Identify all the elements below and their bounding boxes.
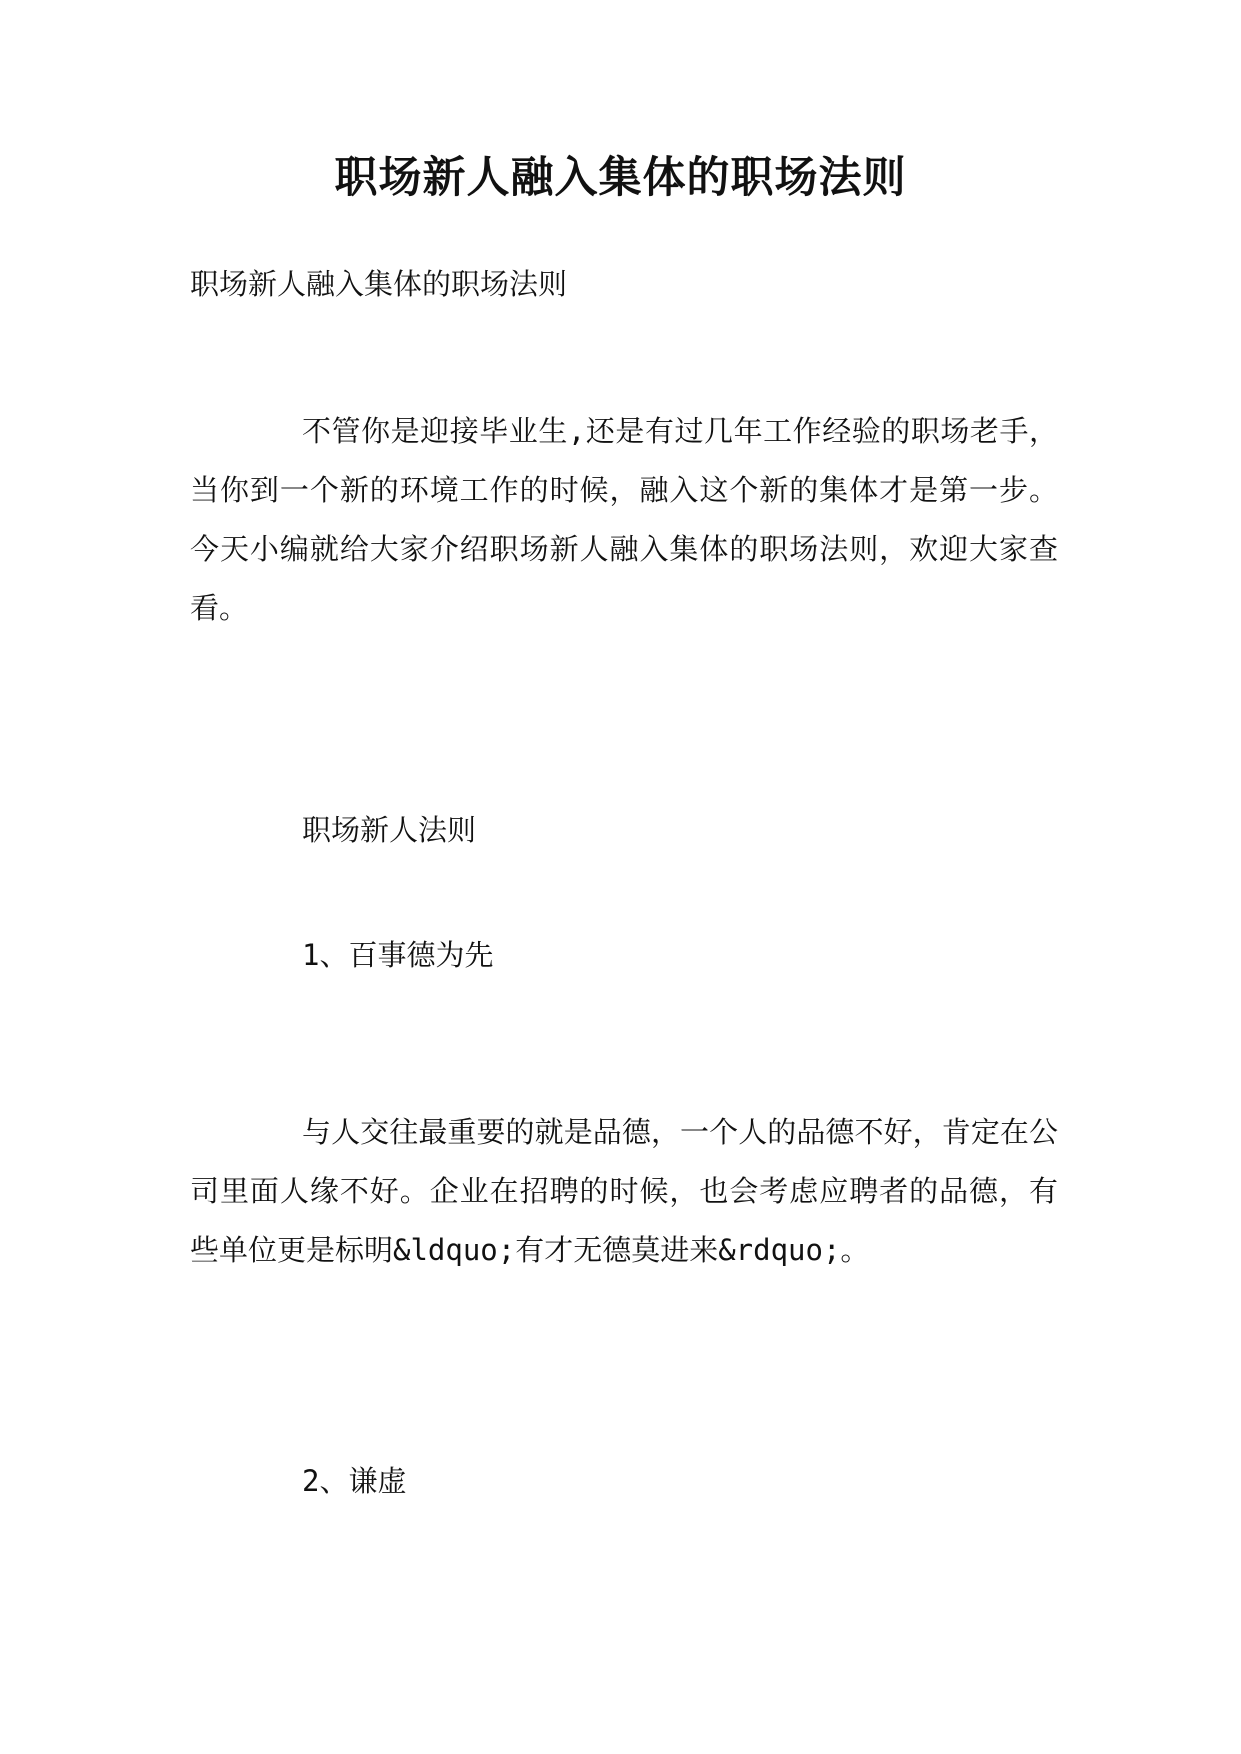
document-subtitle: 职场新人融入集体的职场法则 bbox=[190, 267, 568, 301]
rule-heading-1: 1、百事德为先 bbox=[302, 938, 494, 972]
section-heading: 职场新人法则 bbox=[302, 813, 477, 847]
intro-paragraph: 不管你是迎接毕业生,还是有过几年工作经验的职场老手，当你到一个新的环境工作的时候，融入这个新的集体才是第一步。今天小编就给大家介绍职场新人融入集体的职场法则，欢迎大家查看。 bbox=[190, 414, 1058, 625]
document-title: 职场新人融入集体的职场法则 bbox=[334, 153, 907, 203]
rule-body-1: 与人交往最重要的就是品德，一个人的品德不好，肯定在公司里面人缘不好。企业在招聘的时候，也会考虑应聘者的品德，有些单位更是标明&ldquo;有才无德莫进来&rdquo;。 bbox=[190, 1115, 1058, 1267]
rule-heading-2: 2、谦虚 bbox=[302, 1464, 407, 1498]
